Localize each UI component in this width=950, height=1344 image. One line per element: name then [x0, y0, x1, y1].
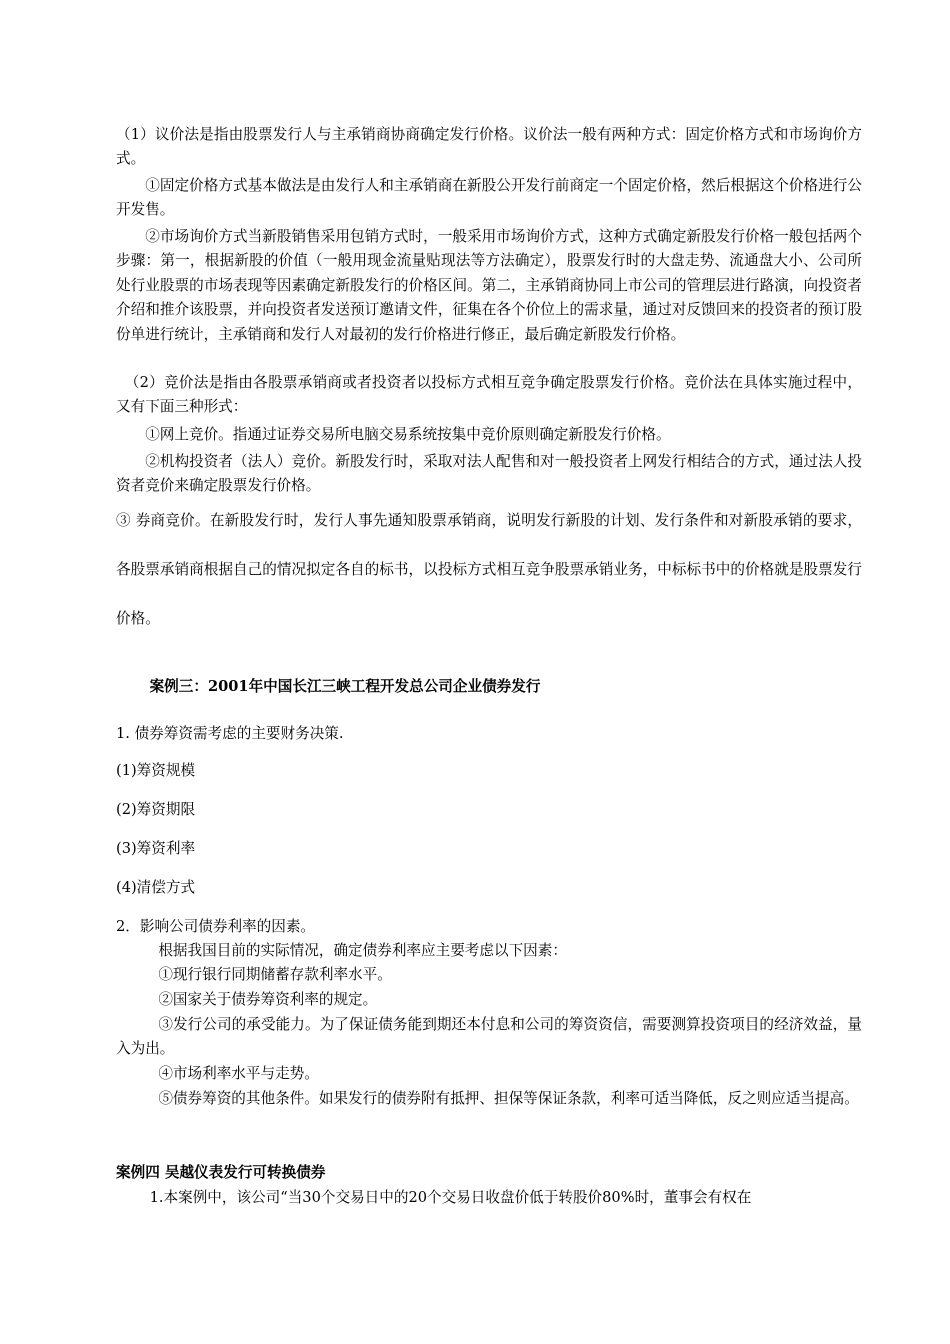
list-item: (2)筹资期限 — [116, 801, 196, 818]
fixed-price-paragraph: ①固定价格方式基本做法是由发行人和主承销商在新股公开发行前商定一个固定价格，然后根据这个价格进行公开发售。 — [116, 177, 862, 219]
list-item: (4)清偿方式 — [116, 879, 196, 896]
online-bidding-paragraph: ①网上竞价。指通过证券交易所电脑交易系统按集中竞价原则确定新股发行价格。 — [145, 426, 671, 443]
factor-four: ④市场利率水平与走势。 — [158, 1065, 319, 1082]
list-item: (3)筹资利率 — [116, 840, 196, 857]
bidding-method-paragraph: （2）竞价法是指由各股票承销商或者投资者以投标方式相互竞争确定股票发行价格。竞价法在具体实施过程中，又有下面三种形式： — [116, 374, 862, 416]
broker-bidding-paragraph: ③ 券商竞价。在新股发行时，发行人事先通知股票承销商，说明发行新股的计划、发行条件和对新股承销的要求，各股票承销商根据自己的情况拟定各自的标书，以投标方式相互竞争股票承销业务，中标标书中的价格就是股票发行价格。 — [116, 512, 862, 627]
factor-three: ③发行公司的承受能力。为了保证债务能到期还本付息和公司的筹资资信，需要测算投资项目的经济效益，量入为出。 — [116, 1016, 862, 1058]
case-four-heading: 案例四 吴越仪表发行可转换债券 — [116, 1164, 326, 1181]
question-one: 1. 债券筹资需考虑的主要财务决策. — [116, 725, 344, 742]
institutional-bidding-paragraph: ②机构投资者（法人）竞价。新股发行时，采取对法人配售和对一般投资者上网发行相结合的方式，通过法人投资者竞价来确定股票发行价格。 — [116, 453, 862, 495]
factors-intro: 根据我国目前的实际情况，确定债券利率应主要考虑以下因素： — [158, 942, 567, 959]
factor-two: ②国家关于债券筹资利率的规定。 — [158, 991, 378, 1008]
question-two: 2．影响公司债券利率的因素。 — [116, 918, 316, 935]
market-inquiry-paragraph: ②市场询价方式当新股销售采用包销方式时，一般采用市场询价方式，这种方式确定新股发行价格一般包括两个步骤：第一，根据新股的价值（一般用现金流量贴现法等方法确定），股票发行时的大盘走势、流通盘大小、公司所处行业股票的市场表现等因素确定新股发行的价格区间。第二，主承销商协同上市公司的管理层进行路演，向投资者介绍和推介该股票，并向投资者发送预订邀请文件，征集在各个价位上的需求量，通过对反馈回来的投资者的预订股份单进行统计，主承销商和发行人对最初的发行价格进行修正，最后确定新股发行价格。 — [116, 228, 862, 343]
bargaining-method-paragraph: （1）议价法是指由股票发行人与主承销商协商确定发行价格。议价法一般有两种方式：固定价格方式和市场询价方式。 — [116, 126, 862, 168]
case-three-heading: 案例三：2001年中国长江三峡工程开发总公司企业债券发行 — [149, 678, 541, 695]
list-item: (1)筹资规模 — [116, 762, 196, 779]
factor-five: ⑤债券筹资的其他条件。如果发行的债券附有抵押、担保等保证条款，利率可适当降低，反之则应适当提高。 — [158, 1090, 859, 1107]
factor-one: ①现行银行同期储蓄存款利率水平。 — [158, 966, 392, 983]
case-four-paragraph: 1.本案例中，该公司“当30个交易日中的20个交易日收盘价低于转股价80%时，董事会有权在 — [149, 1189, 752, 1206]
